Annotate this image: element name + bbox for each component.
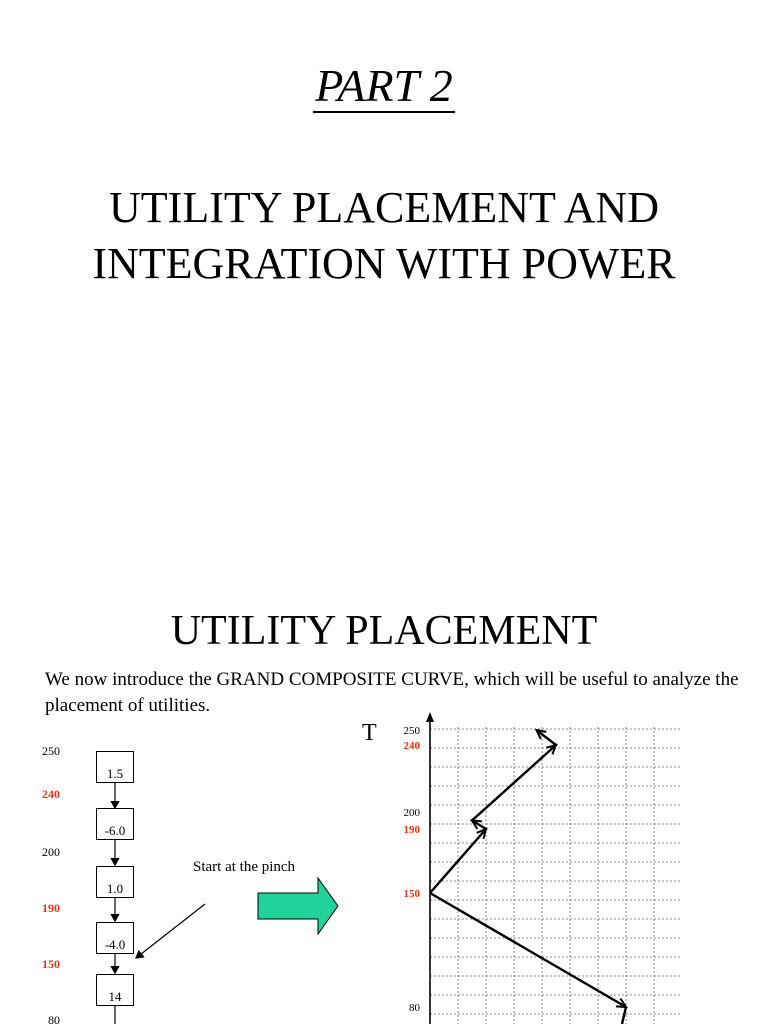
cascade-temp-label: 240 bbox=[42, 787, 60, 801]
cascade-temp-label: 200 bbox=[42, 845, 60, 859]
y-tick-label: 150 bbox=[403, 888, 420, 900]
cascade-temp-label: 190 bbox=[42, 901, 60, 915]
y-axis-arrow-icon bbox=[426, 712, 434, 722]
section-title: UTILITY PLACEMENT bbox=[170, 608, 598, 654]
y-tick-label: 80 bbox=[409, 1002, 420, 1014]
cascade-temp-label: 80 bbox=[48, 1013, 60, 1027]
cascade-box: -4.0 bbox=[96, 922, 134, 954]
cascade-temp-label: 150 bbox=[42, 957, 60, 971]
slide-subtitle: UTILITY PLACEMENT AND INTEGRATION WITH POWER bbox=[92, 183, 676, 288]
y-tick-label: 200 bbox=[403, 807, 420, 819]
cascade-box: 14 bbox=[96, 974, 134, 1006]
pinch-annotation: Start at the pinch bbox=[193, 859, 296, 875]
chart-y-axis-label: T bbox=[362, 720, 377, 746]
intro-text: We now introduce the GRAND COMPOSITE CURVE, which will be useful to analyze the placement of utilities. bbox=[45, 669, 739, 716]
grand-composite-curve-lower bbox=[430, 893, 626, 1007]
part-title: PART 2 bbox=[315, 60, 453, 111]
y-tick-label: 250 bbox=[403, 725, 420, 737]
y-tick-label: 190 bbox=[403, 824, 420, 836]
cascade-temp-label: 250 bbox=[42, 744, 60, 758]
y-tick-label: 240 bbox=[403, 740, 420, 752]
grand-composite-curve bbox=[430, 730, 556, 893]
grand-composite-curve-tail bbox=[622, 1007, 626, 1024]
cascade-box: -6.0 bbox=[96, 808, 134, 840]
cascade-box: 1.0 bbox=[96, 866, 134, 898]
cascade-box: 1.5 bbox=[96, 751, 134, 783]
